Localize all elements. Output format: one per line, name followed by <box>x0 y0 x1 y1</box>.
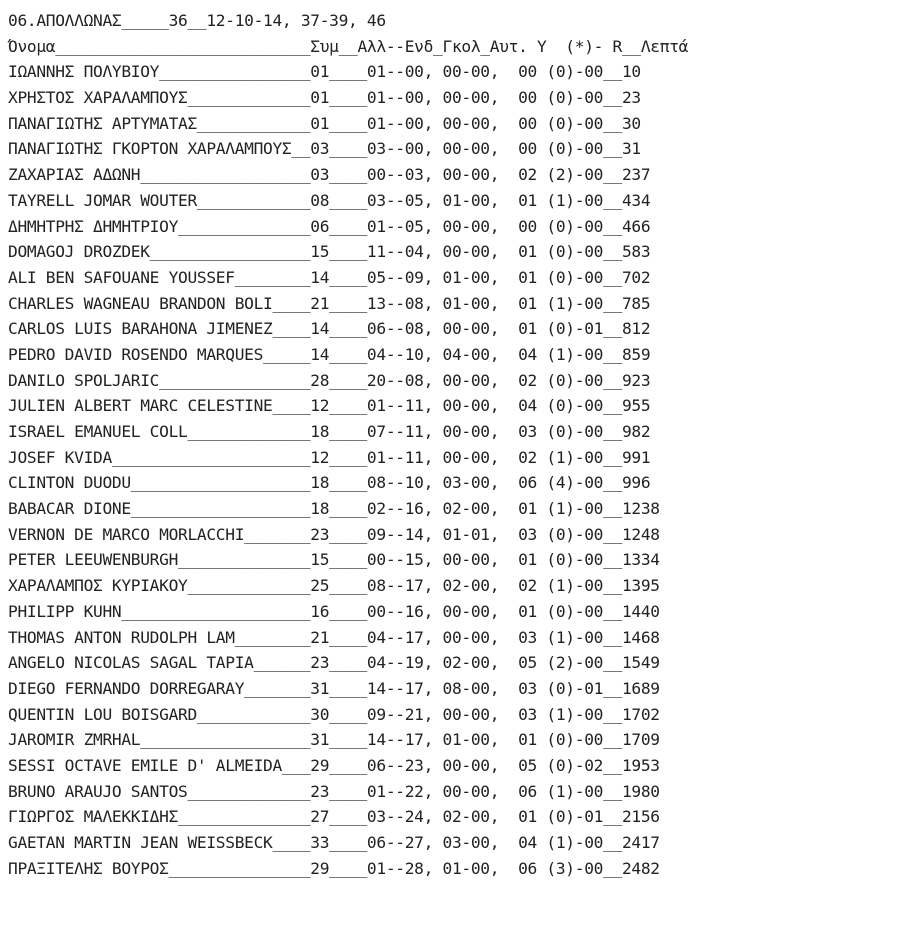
player-row: JOSEF KVIDA_____________________12____01--11, 00-00, 02 (1)-00__991 <box>8 447 651 467</box>
player-row: JAROMIR ZMRHAL__________________31____14--17, 01-00, 01 (0)-00__1709 <box>8 730 660 750</box>
player-row: PHILIPP KUHN____________________16____00--16, 00-00, 01 (0)-00__1440 <box>8 601 660 621</box>
player-row: ΖΑΧΑΡΙΑΣ ΑΔΩΝΗ__________________03____00--03, 00-00, 02 (2)-00__237 <box>8 165 651 185</box>
player-row: DOMAGOJ DROZDEK_________________15____11--04, 00-00, 01 (0)-00__583 <box>8 242 651 262</box>
player-row: ΔΗΜΗΤΡΗΣ ΔΗΜΗΤΡΙΟΥ______________06____01--05, 00-00, 00 (0)-00__466 <box>8 216 651 236</box>
player-row: ΠΑΝΑΓΙΩΤΗΣ ΑΡΤΥΜΑΤΑΣ____________01____01--00, 00-00, 00 (0)-00__30 <box>8 113 641 133</box>
player-row: DIEGO FERNANDO DORREGARAY_______31____14--17, 08-00, 03 (0)-01__1689 <box>8 678 660 698</box>
player-row: ALI BEN SAFOUANE YOUSSEF________14____05--09, 01-00, 01 (0)-00__702 <box>8 267 651 287</box>
player-row: DANILO SPOLJARIC________________28____20--08, 00-00, 02 (0)-00__923 <box>8 370 651 390</box>
player-row: THOMAS ANTON RUDOLPH LAM________21____04--17, 00-00, 03 (1)-00__1468 <box>8 627 660 647</box>
player-row: BRUNO ARAUJO SANTOS_____________23____01--22, 00-00, 06 (1)-00__1980 <box>8 781 660 801</box>
player-row: ISRAEL EMANUEL COLL_____________18____07--11, 00-00, 03 (0)-00__982 <box>8 422 651 441</box>
player-row: ΧΡΗΣΤΟΣ ΧΑΡΑΛΑΜΠΟΥΣ_____________01____01--00, 00-00, 00 (0)-00__23 <box>8 88 641 108</box>
player-row: ΙΩΑΝΝΗΣ ΠΟΛΥΒΙΟΥ________________01____01--00, 00-00, 00 (0)-00__10 <box>8 62 641 82</box>
player-row: ΠΑΝΑΓΙΩΤΗΣ ΓΚΟΡΤΟΝ ΧΑΡΑΛΑΜΠΟΥΣ__03____03--00, 00-00, 00 (0)-00__31 <box>8 139 641 159</box>
player-row: CARLOS LUIS BARAHONA JIMENEZ____14____06--08, 00-00, 01 (0)-01__812 <box>8 319 651 339</box>
player-row: BABACAR DIONE___________________18____02--16, 02-00, 01 (1)-00__1238 <box>8 499 660 519</box>
player-row: GAETAN MARTIN JEAN WEISSBECK____33____06--27, 03-00, 04 (1)-00__2417 <box>8 833 660 852</box>
player-row: QUENTIN LOU BOISGARD____________30____09--21, 00-00, 03 (1)-00__1702 <box>8 704 660 724</box>
player-row: PEDRO DAVID ROSENDO MARQUES_____14____04--10, 04-00, 04 (1)-00__859 <box>8 344 651 364</box>
player-row: CHARLES WAGNEAU BRANDON BOLI____21____13--08, 01-00, 01 (1)-00__785 <box>8 293 651 313</box>
document-body <box>8 8 900 881</box>
team-title-line: 06.ΑΠΟΛΛΩΝΑΣ_____36__12-10-14, 37-39, 46 <box>8 11 386 30</box>
player-row: ΓΙΩΡΓΟΣ ΜΑΛΕΚΚΙΔΗΣ______________27____03--24, 02-00, 01 (0)-01__2156 <box>8 807 660 827</box>
player-row: PETER LEEUWENBURGH______________15____00--15, 00-00, 01 (0)-00__1334 <box>8 550 660 570</box>
player-row: TAYRELL JOMAR WOUTER____________08____03--05, 01-00, 01 (1)-00__434 <box>8 190 651 210</box>
player-row: ΧΑΡΑΛΑΜΠΟΣ ΚΥΡΙΑΚΟΥ_____________25____08--17, 02-00, 02 (1)-00__1395 <box>8 576 660 596</box>
player-row: JULIEN ALBERT MARC CELESTINE____12____01--11, 00-00, 04 (0)-00__955 <box>8 396 651 416</box>
player-row: CLINTON DUODU___________________18____08--10, 03-00, 06 (4)-00__996 <box>8 473 651 493</box>
column-header-line: Όνομα___________________________Συμ__Αλλ--Ενδ_Γκολ_Αυτ. Υ (*)- R__Λεπτά <box>8 36 689 56</box>
player-row: VERNON DE MARCO MORLACCHI_______23____09--14, 01-01, 03 (0)-00__1248 <box>8 524 660 544</box>
player-row: ANGELO NICOLAS SAGAL TAPIA______23____04--19, 02-00, 05 (2)-00__1549 <box>8 653 660 673</box>
player-row: SESSI OCTAVE EMILE D' ALMEIDA___29____06--23, 00-00, 05 (0)-02__1953 <box>8 755 660 775</box>
player-row: ΠΡΑΞΙΤΕΛΗΣ ΒΟΥΡΟΣ_______________29____01--28, 01-00, 06 (3)-00__2482 <box>8 858 660 878</box>
